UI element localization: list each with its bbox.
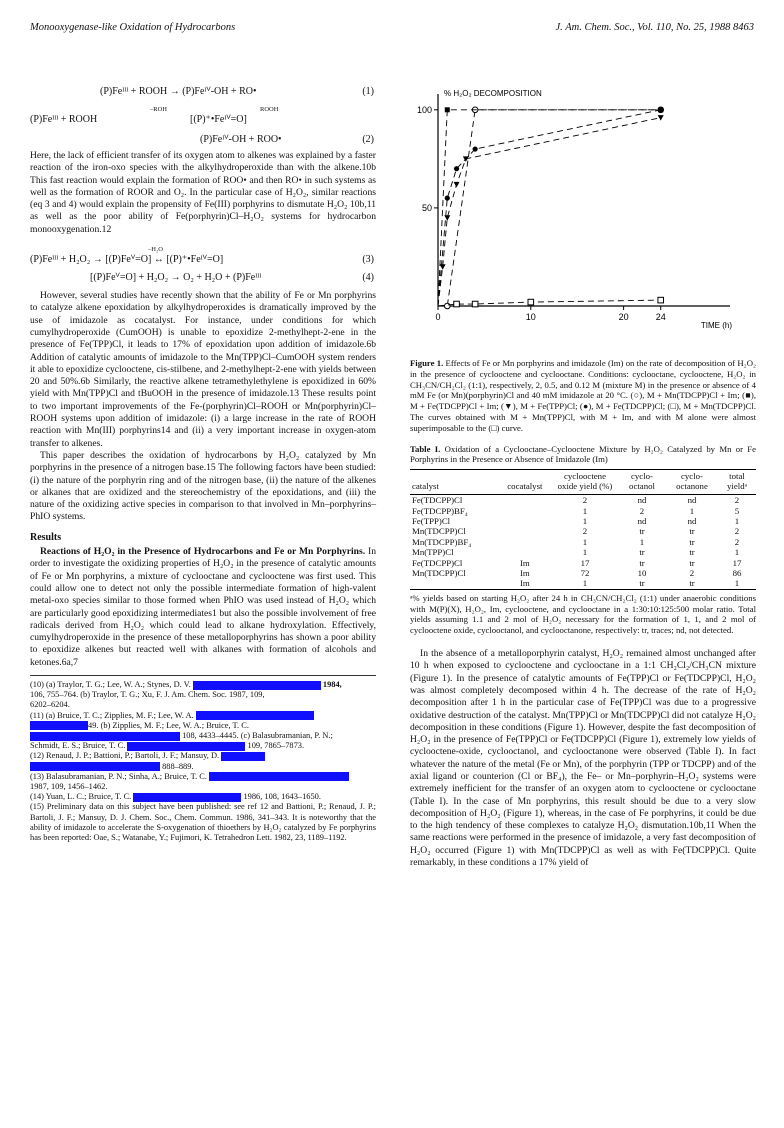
table-cell: 1: [552, 578, 618, 589]
figure-1: [410, 86, 756, 356]
paragraph: Here, the lack of efficient transfer of its oxygen atom to alkenes was explained by a faster reaction of the iron-oxo species with the alkylhydroperoxide than with the alkene.10b This fast reaction would explain the formation of ROO• and then RO• in such systems as well as the formation of ROOR and O₂. In the particular case of H₂O₂, similar reactions (eq 3 and 4) would explain the propensity of Fe(III) porphyrins to dismutate H₂O₂ 10b,11 as well as the poor ability of Fe(porphyrin)Cl–H₂O₂ systems for hydrocarbon monooxygenation.12: [30, 150, 376, 235]
reference-11: (11) (a) Bruice, T. C.; Zipplies, M. F.; Lee, W. A.: [30, 710, 194, 720]
table-cell: Mn(TDCPP)BF₄: [412, 536, 472, 547]
equation-1-number: (1): [362, 86, 374, 97]
table-cell: tr: [689, 557, 695, 568]
table-cell: Im: [498, 578, 552, 589]
header-catalyst: catalyst: [410, 470, 498, 493]
series-line: [438, 110, 661, 306]
equation-4: [30, 272, 376, 290]
redaction-bar: [221, 752, 265, 761]
table-row: [410, 547, 756, 557]
table-cell: 2: [689, 568, 695, 579]
equation-2-over-1: –ROH: [150, 106, 167, 113]
x-tick-label: 10: [525, 312, 536, 322]
table-row: [410, 558, 756, 568]
table-cell: 86: [732, 568, 742, 579]
table-cell: 1: [639, 536, 645, 547]
running-title: Monooxygenase-like Oxidation of Hydrocarbons: [30, 22, 236, 33]
header-total-yield: total yieldᵃ: [718, 470, 756, 493]
table-cell: [498, 526, 552, 536]
table-cell: 2: [582, 526, 588, 537]
equation-3-number: (3): [362, 254, 374, 266]
table-cell: nd: [687, 495, 697, 506]
table-cell: 2: [639, 505, 645, 516]
table-cell: 1: [582, 515, 588, 526]
section-heading: Results: [30, 531, 62, 543]
data-point: [472, 301, 478, 307]
header-octanol: cyclo-octanol: [618, 470, 666, 493]
table-cell: tr: [666, 578, 718, 589]
redaction-bar: [30, 732, 180, 741]
equation-2: [30, 104, 376, 134]
table-cell: 1: [689, 505, 695, 516]
reference-10-end: 6202–6204.: [30, 700, 70, 710]
journal-citation: J. Am. Chem. Soc., Vol. 110, No. 25, 1988 8463: [555, 22, 754, 33]
header-oxide-yield: cyclooctene oxide yield (%): [552, 470, 618, 493]
reference-14: (14) Yuan, L. C.; Bruice, T. C.: [30, 792, 132, 802]
equation-2-right: (P)Feᴵⱽ-OH + ROO•: [200, 134, 282, 145]
reference-10-cont: 106, 755–764. (b) Traylor, T. G.; Xu, F. J. Am. Chem. Soc. 1987, 109,: [30, 690, 265, 700]
paragraph: This paper describes the oxidation of hydrocarbons by H₂O₂ catalyzed by Mn porphyrins in the presence of a nitrogen base.15 The following factors have been studied: (i) the nature of the porphyrin ring and of the nitrogen base, (ii) the nature of the alkenes or alkanes that are oxidized and the stereochemistry of the epoxidations, and (iii) the nature of the oxidizing active species in comparison to that involved in Mn–porphyrins–PhIO systems.: [30, 449, 376, 523]
chart-title: % H₂O₂ DECOMPOSITION: [444, 89, 542, 98]
table-cell: [498, 547, 552, 557]
table-cell: Fe(TDCPP)Cl: [412, 495, 463, 506]
y-tick-label: 50: [421, 202, 432, 213]
table-cell: [498, 495, 552, 506]
table-cell: nd: [637, 515, 647, 526]
table-cell: Fe(TDCPP)BF₄: [412, 505, 468, 516]
reference-15: (15) Preliminary data on this subject have been published: see ref 12 and Battioni, P.; Renaud, J. P.; Bartoli, J. F.; Mansuy, D. J. Chem. Soc., Chem. Commun. 1986, 341–343. It is noteworthy that the ability of imidazole to accelerate the S-oxygenation of thioethers by H₂O₂ catalyzed by Fe porphyrins has been reported: Oae, S.; Watanabe, Y.; Fujimori, K. Tetrahedron Lett. 1982, 23, 1189–1192.: [30, 802, 376, 843]
equation-2-over-2: ROOH: [260, 106, 279, 113]
table-cell: nd: [637, 495, 647, 506]
table-cell: tr: [689, 526, 695, 537]
table-cell: nd: [687, 515, 697, 526]
table-cell: 17: [580, 557, 590, 568]
left-column: [30, 86, 376, 843]
redaction-bar: [133, 793, 241, 802]
data-point: [440, 264, 446, 270]
equation-1: [30, 86, 376, 104]
table-row: [410, 537, 756, 547]
redaction-bar: [209, 772, 349, 781]
data-point: [445, 195, 450, 200]
table-cell: 5: [734, 505, 740, 516]
subsection-heading: Reactions of H₂O₂ in the Presence of Hydrocarbons and Fe or Mn Porphyrins.: [40, 546, 366, 558]
paragraph: In the absence of a metalloporphyrin catalyst, H₂O₂ remained almost unchanged after 10 h when exposed to cyclooctene and cyclooctane in a 1:1 CH₂Cl₂/CH₃CN mixture (Figure 1). In the presence of catalytic amounts of Fe(TPP)Cl or Fe(TDCPP)Cl, H₂O₂ was almost completely decomposed within 4 h. The decrease of the rate of H₂O₂ decomposition after 1 h in the particular case of Fe(TPP)Cl was due to a progressive oxidative destruction of the catalyst. Mn(TPP)Cl or Mn(TDCPP)Cl did not catalyze H₂O₂ decomposition in these conditions (Figure 1). However, despite the fast decomposition of H₂O₂ in the presence of Fe(TPP)Cl or Fe(TDCPP)Cl (Figure 1), extremely low yields of cyclooctene-oxide, cyclooctanol, and cyclooctanone were observed (Table I). In fact whatever the nature of the metal (Fe or Mn), of the porphyrin (TPP or TDCPP) and of the axial ligand or counterion (Cl or BF₄), the Fe– or Mn–porphyrin–H₂O₂ systems were extremely inefficient for the transfer of an oxygen atom to cyclooctene or cyclooctane (Table I). In the case of Mn porphyrins, this result should be due to a very slow decomposition of H₂O₂ (Figure 1), whereas, in the case of Fe porphyrins, it could be due to the high tendency of these complexes to catalyze H₂O₂ dismutation.10b,11 When the same reactions were performed in the presence of imidazole, a very fast decomposition of H₂O₂ occurred (Figure 1) with Mn(TDCPP)Cl as well as with Fe(TDCPP)Cl. Quite remarkably, in these conditions a 17% yield of: [410, 648, 756, 869]
x-tick-label: 20: [618, 312, 629, 322]
series-line: [438, 300, 661, 306]
table-cell: 2: [582, 495, 588, 506]
equation-2-middle: [(P)⁺•Feᴵⱽ=O]: [190, 114, 247, 125]
equation-2-number: (2): [362, 134, 374, 145]
table-cell: Mn(TDCPP)Cl: [412, 568, 466, 579]
equation-3-text: (P)Feᴵᴵᴵ + H₂O₂ → [(P)Feⱽ=O] ↔ [(P)⁺•Feᴵⱽ=O]: [30, 254, 224, 266]
table-cell: 1: [734, 515, 740, 526]
data-point: [454, 166, 459, 171]
redaction-bar: [196, 711, 314, 720]
header-cocatalyst: cocatalyst: [498, 470, 552, 493]
table-cell: 2: [734, 495, 740, 506]
data-point: [658, 297, 664, 303]
equation-4-text: [(P)Feⱽ=O] + H₂O₂ → O₂ + H₂O + (P)Feᴵᴵᴵ: [90, 272, 262, 284]
references: (10) (a) Traylor, T. G.; Lee, W. A.; Stynes, D. V. 1984, 106, 755–764. (b) Traylor, T. G.; Xu, F. J. Am. Chem. Soc. 1987, 109, 6202–6204. (11) (a) Bruice, T. C.; Zipplies, M. F.; Lee, W. A. 49. (b) Zipplies, M. F.; Lee, W. A.; Bruice, T. C. 108, 4433–4445. (c) Balasubramanian, P. N.; Schmidt, E. S.; Bruice, T. C. 109, 7865–7873. (12) Renaud, J. P.; Battioni, P.; Bartoli, J. F.; Mansuy, D. 888–889. (13) Balasubramanian, P. N.; Sinha, A.; Bruice, T. C. 1987, 109, 1456–1462. (14) Yuan, L. C.; Bruice, T. C. 1986, 108, 1643–1650. (15) Preliminary data on this subject have been published: see ref 12 and Battioni, P.; Renaud, J. P.; Bartoli, J. F.; Mansuy, D. J. Chem. Soc., Chem. Commun. 1986, 341–343. It is noteworthy that the ability of imidazole to accelerate the S-oxygenation of thioethers by H₂O₂ catalyzed by Fe porphyrins has been reported: Oae, S.; Watanabe, Y.; Fujimori, K. Tetrahedron Lett. 1982, 23, 1189–1192.: [30, 675, 376, 843]
data-point: [454, 182, 460, 188]
series-line: [438, 110, 661, 306]
table-cell: tr: [639, 526, 645, 537]
data-point: [528, 299, 534, 305]
table-cell: 1: [718, 578, 756, 589]
equation-2-continued: [30, 134, 376, 150]
data-point: [444, 303, 450, 309]
table-cell: Fe(TPP)Cl: [412, 515, 451, 526]
table-cell: Mn(TPP)Cl: [412, 547, 454, 558]
equation-3: [30, 254, 376, 272]
table-cell: Im: [519, 557, 530, 568]
table-cell: 72: [580, 568, 590, 579]
table-cell: 10: [637, 568, 647, 579]
table-footnote: ᵃ% yields based on starting H₂O₂ after 24 h in CH₃CN/CH₂Cl₂ (1:1) under anaerobic conditions with M(P)(X), H₂O₂, Im, cyclooctene, and cyclooctane in a 1:30:10:125:500 molar ratio. Total yields assuming 1.1 and 2 mol of H₂O₂ necessary for the formation of 1, 1, and 2 mol of cyclooctene oxide, cyclooctanol, and cyclooctanone, respectively: tr, traces; nd, not detected.: [410, 592, 756, 636]
data-point: [445, 107, 450, 112]
data-point: [658, 115, 664, 121]
data-point: [658, 107, 663, 112]
right-column: [410, 86, 756, 869]
paragraph: In order to investigate the oxidizing properties of H₂O₂ in the presence of catalytic amounts of Fe or Mn porphyrins, a mixture of cyclooctane and cyclooctene was first used. This could allow one to detect not only the possible intermediate formation of high-valent metal-oxo species similar to those formed when PhIO was used instead of H₂O₂ which are particularly good epoxidizing intermediates1 but also the possible involvement of free radicals derived from H₂O₂ which could lead to alkane hydroxylation. Effectively, cumylhydroperoxide in the presence of these metalloporphyrins has shown a poor ability to epoxidize alkenes but reacted well with alkanes with formation of alcohols and ketones.6a,7: [30, 546, 377, 668]
table-cell: [410, 578, 498, 589]
table-cell: tr: [689, 547, 695, 558]
table-cell: 1: [582, 505, 588, 516]
reference-10: (10) (a) Traylor, T. G.; Lee, W. A.; Stynes, D. V.: [30, 679, 191, 689]
table-row: [410, 495, 756, 506]
results-table: [410, 469, 756, 590]
table-cell: 2: [734, 536, 740, 547]
x-tick-label: 0: [435, 312, 441, 322]
redaction-bar: [193, 681, 321, 690]
data-point: [473, 146, 478, 151]
table-cell: [498, 537, 552, 547]
table-cell: 1: [734, 547, 740, 558]
redaction-bar: [127, 742, 245, 751]
table-row: [410, 578, 756, 589]
redaction-bar: [30, 721, 88, 730]
y-tick-label: 100: [416, 104, 432, 115]
table-cell: 1: [582, 536, 588, 547]
table-cell: Im: [519, 568, 530, 579]
table-cell: [498, 516, 552, 526]
equation-2-left: (P)Feᴵᴵᴵ + ROOH: [30, 114, 98, 125]
table-caption: Table I. Oxidation of a Cyclooctane–Cyclooctene Mixture by H₂O₂ Catalyzed by Mn or Fe Porphyrins in the Presence or Absence of Imidazole (Im): [410, 443, 756, 465]
table-cell: tr: [639, 557, 645, 568]
table-row: [410, 568, 756, 578]
x-axis-label: TIME (h): [700, 321, 732, 330]
x-tick-label: 24: [655, 312, 666, 322]
paragraph: However, several studies have recently shown that the ability of Fe or Mn porphyrins to catalyze alkene epoxidation by alkylhydroperoxides is dramatically improved by the use of imidazole as cocatalyst. For instance, under conditions for which cumylhydroperoxide (CumOOH) is unable to epoxidize 2-methylhept-2-ene in the presence of Fe(TPP)Cl, it leads to 17% of epoxidation upon addition of imidazole.6b Addition of catalytic amounts of imidazole to the Mn(TPP)Cl–CumOOH system renders it able to epoxidize cyclooctene, cis-stilbene, and 2-methylhept-2-ene with yields between 20 and 50%.6b Similarly, the reactive alkene tetramethylethylene is epoxidized in 60% yield with Mn(TPP)Cl and tBuOOH in the presence of imidazole.13 These results point to two important improvements of the Fe-(porphyrin)Cl–ROOH or Mn(porphyrin)Cl–ROOH systems upon addition of imidazole: (i) a large increase in the rate of ROOH reaction with Mn(III) porphyrins14 and (ii) a very important increase in oxygen-atom transfer to alkenes.: [30, 290, 376, 449]
decomposition-chart: [410, 86, 756, 356]
table-cell: 2: [734, 526, 740, 537]
redaction-bar: [30, 762, 160, 771]
series-line: [438, 110, 661, 306]
table-row: [410, 506, 756, 516]
reference-13: (13) Balasubramanian, P. N.; Sinha, A.; Bruice, T. C.: [30, 771, 207, 781]
reference-12: (12) Renaud, J. P.; Battioni, P.; Bartoli, J. F.; Mansuy, D.: [30, 751, 220, 761]
data-point: [444, 215, 450, 221]
figure-caption: Figure 1. Effects of Fe or Mn porphyrins and imidazole (Im) on the rate of decomposition of H₂O₂ in the presence of cyclooctene and cyclooctane. Conditions: cyclooctane, cyclooctene, H₂O₂ in CH₃CN/CH₂Cl₂ (1:1), respectively, 2, 0.5, and 0.12 M (mixture M) in the presence or absence of 4 mM Fe (or Mn)(porphyrin)Cl and 40 mM imidazole at 20 °C. (○), M + Mn(TDCPP)Cl + Im; (■), M + Fe(TDCPP)Cl + Im; (▼), M + Fe(TPP)Cl; (●), M + Fe(TDCPP)Cl; (□), M + Mn(TDCPP)Cl. The curves obtained with M + Mn(TPP)Cl, with M + Im, and with M alone were almost superimposable to the (□) curve.: [410, 358, 756, 433]
table-cell: 1: [582, 547, 588, 558]
table-cell: tr: [639, 547, 645, 558]
series-line: [438, 118, 661, 306]
table-cell: 17: [732, 557, 742, 568]
data-point: [454, 301, 460, 307]
table-cell: tr: [618, 578, 666, 589]
table-cell: Fe(TDCPP)Cl: [412, 557, 463, 568]
equation-1-text: (P)Feᴵᴵᴵ + ROOH → (P)Feᴵⱽ-OH + RO•: [100, 86, 257, 97]
equation-4-number: (4): [362, 272, 374, 284]
table-row: [410, 526, 756, 536]
equation-3-over: –H₂O: [148, 246, 163, 254]
header-octanone: cyclo-octanone: [666, 470, 718, 493]
table-cell: tr: [689, 536, 695, 547]
table-cell: Mn(TDCPP)Cl: [412, 526, 466, 537]
table-cell: [498, 506, 552, 516]
table-row: [410, 516, 756, 526]
